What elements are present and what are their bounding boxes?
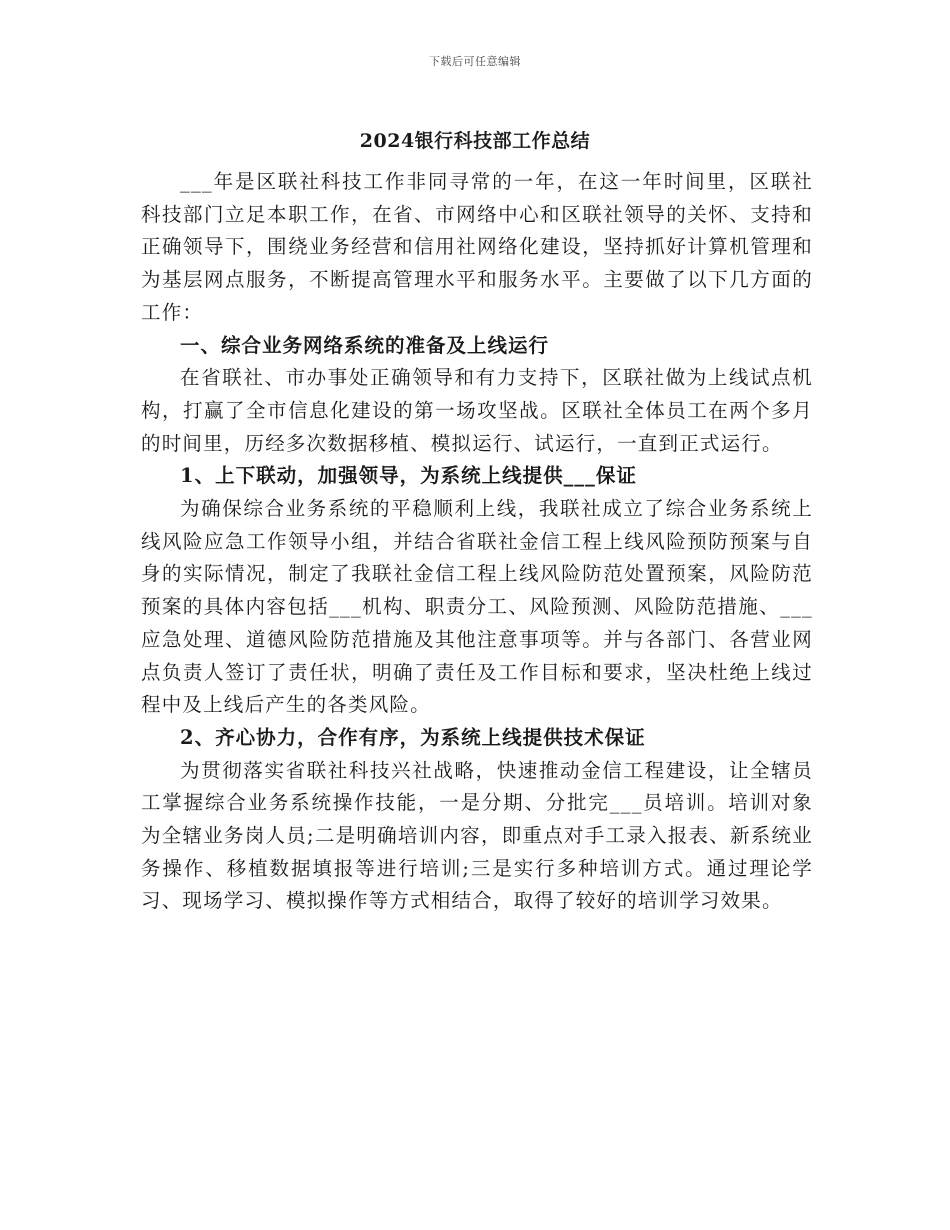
- intro-paragraph: ___年是区联社科技工作非同寻常的一年，在这一年时间里，区联社科技部门立足本职工作，在省、市网络中心和区联社领导的关怀、支持和正确领导下，围绕业务经营和信用社网络化建设，坚持抓好计算机管理和为基层网点服务，不断提高管理水平和服务水平。主要做了以下几方面的工作：: [141, 170, 813, 324]
- header-note: 下载后可任意编辑: [429, 55, 521, 68]
- subsection-1-paragraph: 为确保综合业务系统的平稳顺利上线，我联社成立了综合业务系统上线风险应急工作领导小组，并结合省联社金信工程上线风险预防预案与自身的实际情况，制定了我联社金信工程上线风险防范处置预案，风险防范预案的具体内容包括___机构、职责分工、风险预测、风险防范措施、___应急处理、道德风险防范措施及其他注意事项等。并与各部门、各营业网点负责人签订了责任状，明确了责任及工作目标和要求，坚决杜绝上线过程中及上线后产生的各类风险。: [141, 497, 813, 717]
- section-1-paragraph: 在省联社、市办事处正确领导和有力支持下，区联社做为上线试点机构，打赢了全市信息化建设的第一场攻坚战。区联社全体员工在两个多月的时间里，历经多次数据移植、模拟运行、试运行，一直到正式运行。: [141, 366, 813, 455]
- subsection-heading-1: 1、上下联动，加强领导，为系统上线提供___保证: [180, 464, 637, 488]
- subsection-2-paragraph: 为贯彻落实省联社科技兴社战略，快速推动金信工程建设，让全辖员工掌握综合业务系统操作技能，一是分期、分批完___员培训。培训对象为全辖业务岗人员;二是明确培训内容，即重点对手工录入报表、新系统业务操作、移植数据填报等进行培训;三是实行多种培训方式。通过理论学习、现场学习、模拟操作等方式相结合，取得了较好的培训学习效果。: [141, 758, 813, 913]
- document-title: 2024银行科技部工作总结: [359, 130, 591, 152]
- subsection-heading-2: 2、齐心协力，合作有序，为系统上线提供技术保证: [180, 725, 646, 749]
- section-heading-1: 一、综合业务网络系统的准备及上线运行: [180, 333, 550, 357]
- document-body: [141, 166, 813, 918]
